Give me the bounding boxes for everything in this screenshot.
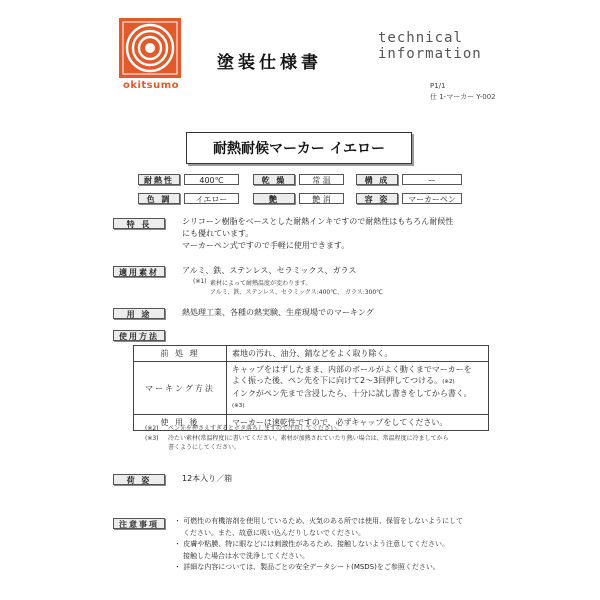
usage-text: 熱処理工業、各種の熱実験、生産現場でのマーキング bbox=[182, 308, 374, 317]
caution-item: ・ 可燃性の有機溶剤を使用しているため、火気のある所では使用、保管をしないようにして bbox=[174, 517, 463, 525]
spec-label-gloss: 艶 bbox=[253, 193, 295, 204]
method-row-marking bbox=[134, 362, 489, 415]
materials-label: 適用素材 bbox=[113, 266, 165, 277]
packaging-text: 12本入り／箱 bbox=[182, 474, 233, 483]
usage-label: 用 途 bbox=[113, 308, 165, 319]
method-note-mark: (※2) bbox=[442, 379, 455, 385]
method-row-text bbox=[227, 362, 489, 415]
caution-item: ・ 皮膚や粘膜、特に眼などには刺激性があるため、接触しないよう注意してください。 bbox=[174, 540, 449, 548]
cautions-label: 注意事項 bbox=[113, 518, 165, 529]
method-row-pretreatment bbox=[134, 346, 489, 362]
spec-label-composition: 構 成 bbox=[356, 174, 398, 185]
materials-note-1: 素材によって耐熱温度が変わります。 bbox=[210, 280, 312, 287]
method-row-line: インクがペン先まで含浸したら、十分に試し書きをしてから書く。 bbox=[232, 389, 472, 398]
features-label: 特 長 bbox=[113, 218, 165, 229]
materials-text: アルミ、鉄、ステンレス、セラミックス、ガラス bbox=[182, 266, 357, 275]
materials-note-2: アルミ、鉄、ステンレス、セラミックス:400℃、 ガラス:300℃ bbox=[210, 289, 383, 296]
spec-value-drying: 常 温 bbox=[299, 174, 344, 185]
method-row-line: よく振った後、ペン先を下に向けて2～3回押してつける。 bbox=[232, 376, 443, 385]
method-row-label: マーキング方法 bbox=[134, 362, 227, 415]
method-note-mark: (※3) bbox=[232, 403, 245, 409]
caution-item: ください。また、故意に吸い込んだりしないでください。 bbox=[183, 528, 365, 537]
information-label: information bbox=[378, 46, 482, 62]
brand-name: okitsumo bbox=[122, 80, 180, 91]
spec-value-heat-resistance: 400℃ bbox=[184, 174, 239, 185]
method-row-text bbox=[227, 346, 489, 362]
method-row-line: マーカーは速乾性ですので、必ずキャップをしてください。 bbox=[232, 418, 448, 427]
features-text bbox=[182, 216, 453, 252]
footnote-text: 冷たい素材(常温程度)に書いてください。素材が加熱されていたり熱い場合は、常温程度に冷ましてから bbox=[168, 435, 449, 442]
document-title: 塗装仕様書 bbox=[217, 53, 322, 73]
technical-label: technical bbox=[378, 30, 463, 46]
spec-label-heat-resistance: 耐熱性 bbox=[138, 174, 180, 185]
method-table bbox=[133, 345, 489, 431]
method-row-line: キャップをはずしたまま、内部のボールがよく動くまでマーカーを bbox=[232, 365, 472, 374]
footnote-mark: (※2) bbox=[145, 425, 159, 432]
spec-label-drying: 乾 燥 bbox=[253, 174, 295, 185]
features-line: マーカーペン式ですので手軽に使用できます。 bbox=[182, 241, 350, 250]
spec-label-form: 容 姿 bbox=[356, 193, 398, 204]
method-row-line: 素地の汚れ、油分、錆などをよく取り除く。 bbox=[232, 349, 393, 358]
cautions-list bbox=[174, 516, 463, 574]
product-name: 耐熱耐候マーカー イエロー bbox=[186, 132, 412, 164]
method-label: 使用方法 bbox=[113, 330, 165, 341]
packaging-label: 荷 姿 bbox=[113, 474, 165, 485]
caution-item: 接触した場合は水で洗浄してください。 bbox=[183, 551, 309, 560]
page-number: P1/1 bbox=[430, 82, 446, 90]
method-row-label: 使 用 後 bbox=[134, 415, 227, 431]
footnote-text: 書くようにしてください。 bbox=[168, 444, 241, 451]
footnote-text: ペン先を押さえすぎるとボタ落ちしますので注意してください。 bbox=[168, 425, 343, 432]
spec-label-color: 色 調 bbox=[138, 193, 180, 204]
materials-note-mark: (※1) bbox=[193, 278, 207, 285]
document-code: 仕 1-マーカー Y-002 bbox=[430, 93, 496, 101]
spec-value-composition: ー bbox=[402, 174, 462, 185]
features-line: にも優れています。 bbox=[182, 229, 254, 238]
spec-value-gloss: 艶 消 bbox=[299, 193, 344, 204]
features-line: シリコーン樹脂をベースとした耐熱インキですので耐熱性はもちろん耐候性 bbox=[182, 217, 454, 226]
caution-item: ・ 詳細な内容については、製品ごとの安全データシート(MSDS)をご参照ください。 bbox=[174, 563, 440, 571]
spec-value-color: イエロー bbox=[184, 193, 239, 204]
company-logo bbox=[119, 18, 181, 78]
spec-value-form: マーカーペン bbox=[402, 193, 462, 204]
method-row-label: 前 処 理 bbox=[134, 346, 227, 362]
footnote-mark: (※3) bbox=[145, 435, 159, 442]
